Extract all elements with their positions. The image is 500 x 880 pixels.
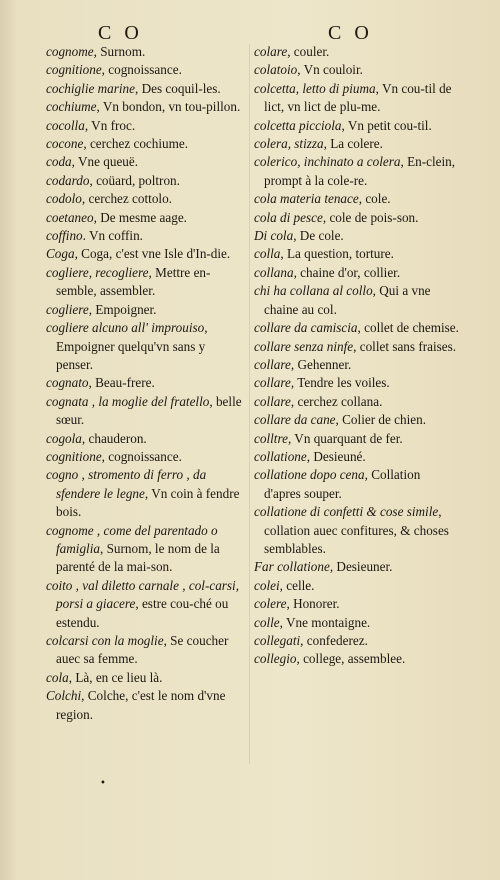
entry-headword: colera, stizza: [254, 136, 324, 152]
entry-definition: , Coga, c'est vne Isle d'In-die.: [74, 246, 231, 262]
dictionary-entry: [46, 117, 244, 135]
dictionary-entry: [46, 153, 244, 171]
printer-mark-dot: •: [100, 778, 106, 789]
entry-definition: , cognoissance.: [101, 448, 182, 464]
entry-definition: , Vn couloir.: [297, 62, 363, 78]
entry-definition: , De cole.: [293, 228, 344, 244]
entry-headword: collegati: [254, 633, 301, 648]
entry-definition: , Tendre les voiles.: [290, 375, 390, 391]
entry-definition: , Desieuné.: [306, 448, 366, 464]
entry-definition: , Collation d'apres souper.: [264, 467, 421, 501]
entry-definition: . Vn coffin.: [82, 228, 143, 244]
entry-definition: , chaine d'or, collier.: [293, 264, 401, 280]
entry-definition: , collation auec confitures, & choses semblables.: [264, 504, 449, 556]
left-column: [46, 43, 244, 724]
dictionary-entry: [254, 595, 460, 613]
entry-headword: coffino: [46, 228, 83, 244]
dictionary-entry: [46, 190, 244, 208]
entry-definition: , Honorer.: [286, 596, 340, 612]
dictionary-entry: [254, 338, 460, 356]
entry-definition: , cognoissance.: [101, 62, 182, 78]
entry-definition: , cerchez collana.: [290, 393, 383, 409]
entry-headword: colerico, inchinato a colera: [254, 154, 401, 170]
dictionary-entry: [254, 614, 460, 632]
dictionary-entry: [46, 448, 244, 466]
entry-headword: cochiglie marine: [46, 80, 135, 96]
dictionary-entry: [46, 374, 244, 392]
dictionary-entry: [254, 448, 460, 466]
dictionary-entry: [254, 264, 460, 282]
entry-headword: cognome , come del parentado o famiglia: [46, 522, 218, 556]
dictionary-entry: [254, 227, 460, 245]
dictionary-entry: [46, 61, 244, 79]
entry-definition: , De mesme aage.: [93, 209, 187, 225]
entry-headword: collare: [254, 356, 291, 372]
dictionary-entry: [46, 172, 244, 190]
entry-headword: cogno , stromento di ferro , da sfendere le legne: [46, 467, 207, 501]
header-left: C O: [98, 22, 143, 44]
dictionary-entry: [254, 319, 460, 337]
entry-headword: coetaneo: [46, 209, 94, 225]
entry-headword: chi ha collana al collo: [254, 283, 373, 299]
entry-definition: , Vn quarquant de fer.: [287, 430, 403, 446]
entry-definition: , Mettre en-semble, assembler.: [56, 264, 211, 299]
dictionary-entry: [254, 61, 460, 79]
entry-headword: cognitione: [46, 448, 102, 464]
dictionary-entry: [254, 43, 460, 61]
entry-headword: collare: [254, 375, 291, 391]
dictionary-entry: [46, 430, 244, 448]
entry-headword: colere: [254, 596, 287, 612]
entry-headword: collare da cane: [254, 412, 336, 428]
dictionary-entry: [46, 577, 244, 632]
entry-definition: , Beau-frere.: [88, 375, 155, 391]
dictionary-entry: [254, 153, 460, 190]
column-divider: [249, 44, 250, 764]
entry-headword: cognato: [46, 375, 89, 391]
entry-headword: codolo: [46, 191, 82, 207]
dictionary-entry: [254, 135, 460, 153]
entry-definition: , Gehenner.: [290, 356, 352, 372]
entry-definition: , Vn petit cou-til.: [341, 117, 432, 133]
entry-headword: cogliere: [46, 301, 89, 317]
entry-headword: cogliere alcuno all' improuiso: [46, 320, 205, 336]
dictionary-entry: [46, 245, 244, 263]
entry-definition: , Vne montaigne.: [279, 614, 371, 630]
entry-definition: , Vne queuë.: [71, 154, 139, 170]
entry-definition: , confederez.: [300, 633, 368, 648]
right-column: [254, 43, 460, 669]
entry-definition: , Surnom.: [93, 44, 146, 59]
dictionary-entry: [254, 356, 460, 374]
entry-headword: coda: [46, 154, 72, 170]
entry-definition: , Colche, c'est le nom d'vne region.: [56, 688, 226, 722]
entry-definition: , Empoigner.: [88, 301, 157, 317]
dictionary-entry: [46, 632, 244, 669]
dictionary-entry: [254, 190, 460, 208]
entry-definition: , collet sans fraises.: [353, 338, 457, 354]
entry-headword: collatione dopo cena: [254, 467, 365, 483]
dictionary-entry: [254, 80, 460, 117]
dictionary-entry: [46, 393, 244, 430]
dictionary-entry: [46, 98, 244, 116]
entry-headword: cola: [46, 669, 69, 685]
entry-headword: cola di pesce: [254, 209, 323, 225]
dictionary-entry: [254, 632, 460, 650]
dictionary-entry: [46, 687, 244, 724]
entry-definition: , coüard, poltron.: [89, 172, 180, 188]
entry-headword: collatione di confetti & cose simile: [254, 504, 439, 520]
entry-headword: Colchi: [46, 688, 82, 704]
entry-headword: cognata , la moglie del fratello: [46, 393, 210, 409]
entry-definition: , cerchez cochiume.: [83, 136, 189, 152]
entry-headword: coito , val diletto carnale , col-carsi, porsi a giacere: [46, 577, 240, 612]
entry-headword: colare: [254, 44, 288, 59]
entry-definition: , Qui a vne chaine au col.: [264, 283, 431, 317]
entry-headword: Coga: [46, 246, 75, 262]
entry-headword: collare senza ninfe: [254, 338, 354, 354]
entry-headword: cocolla: [46, 117, 85, 133]
dictionary-entry: [254, 245, 460, 263]
entry-definition: , college, assemblee.: [296, 651, 406, 667]
entry-definition: , Empoigner quelqu'vn sans y penser.: [56, 320, 208, 372]
entry-definition: , cole.: [358, 191, 391, 207]
entry-definition: , Vn coin à fendre bois.: [56, 485, 240, 520]
dictionary-entry: [46, 301, 244, 319]
entry-definition: , La question, torture.: [280, 246, 394, 262]
entry-definition: , La colere.: [323, 136, 383, 152]
header-right: C O: [328, 22, 373, 44]
entry-headword: cola materia tenace: [254, 191, 359, 207]
dictionary-entry: [254, 282, 460, 319]
dictionary-entry: [254, 650, 460, 668]
entry-headword: colcarsi con la moglie: [46, 633, 164, 648]
dictionary-entry: [46, 466, 244, 521]
running-header: [0, 22, 500, 42]
entry-headword: collatione: [254, 448, 307, 464]
entry-definition: , Surnom, le nom de la parenté de la mai-son.: [56, 540, 220, 575]
entry-definition: , Là, en ce lieu là.: [68, 669, 163, 685]
dictionary-entry: [46, 80, 244, 98]
dictionary-entry: [46, 264, 244, 301]
entry-definition: , Se coucher auec sa femme.: [56, 633, 229, 667]
dictionary-entry: [254, 411, 460, 429]
entry-definition: , collet de chemise.: [357, 320, 459, 336]
entry-headword: colla: [254, 246, 281, 262]
entry-definition: , Vn froc.: [84, 117, 136, 133]
dictionary-entry: [46, 135, 244, 153]
entry-headword: cognome: [46, 44, 94, 59]
entry-definition: , cole de pois-son.: [322, 209, 419, 225]
entry-headword: cogola: [46, 430, 82, 446]
entry-definition: , chauderon.: [81, 430, 147, 446]
entry-definition: , Colier de chien.: [335, 412, 426, 428]
dictionary-entry: [254, 503, 460, 558]
entry-definition: , En-clein, prompt à la cole-re.: [264, 154, 456, 188]
dictionary-entry: [254, 209, 460, 227]
entry-headword: Far collatione: [254, 559, 330, 575]
entry-headword: colltre: [254, 430, 288, 446]
entry-definition: , Des coquil-les.: [135, 80, 221, 96]
dictionary-entry: [46, 43, 244, 61]
dictionary-entry: [46, 669, 244, 687]
entry-definition: , cerchez cottolo.: [81, 191, 172, 207]
entry-headword: cochiume: [46, 99, 97, 115]
entry-definition: , celle.: [279, 577, 315, 593]
entry-headword: colei: [254, 577, 280, 593]
entry-headword: cogliere, recogliere: [46, 264, 149, 280]
entry-headword: collare da camiscia: [254, 320, 358, 336]
entry-headword: colcetta, letto di piuma: [254, 80, 376, 96]
entry-definition: , estre cou-ché ou estendu.: [56, 596, 229, 630]
dictionary-entry: [254, 393, 460, 411]
entry-definition: , Desieuner.: [329, 559, 393, 575]
entry-definition: , couler.: [287, 44, 330, 59]
entry-headword: collare: [254, 393, 291, 409]
dictionary-entry: [254, 374, 460, 392]
dictionary-entry: [46, 227, 244, 245]
dictionary-entry: [254, 117, 460, 135]
dictionary-entry: [254, 577, 460, 595]
dictionary-entry: [254, 466, 460, 503]
entry-definition: , Vn bondon, vn tou-pillon.: [96, 99, 241, 115]
entry-headword: cognitione: [46, 62, 102, 78]
entry-headword: colle: [254, 614, 280, 630]
dictionary-entry: [46, 209, 244, 227]
dictionary-entry: [46, 319, 244, 374]
entry-definition: , belle sœur.: [56, 393, 242, 428]
dictionary-entry: [46, 522, 244, 577]
dictionary-entry: [254, 430, 460, 448]
entry-headword: Di cola: [254, 228, 294, 244]
entry-headword: collegio: [254, 651, 297, 667]
entry-definition: , Vn cou-til de lict, vn lict de plu-me.: [264, 80, 452, 115]
entry-headword: collana: [254, 264, 294, 280]
entry-headword: cocone: [46, 136, 84, 152]
dictionary-entry: [254, 558, 460, 576]
entry-headword: codardo: [46, 172, 90, 188]
entry-headword: colatoio: [254, 62, 298, 78]
entry-headword: colcetta picciola: [254, 117, 342, 133]
